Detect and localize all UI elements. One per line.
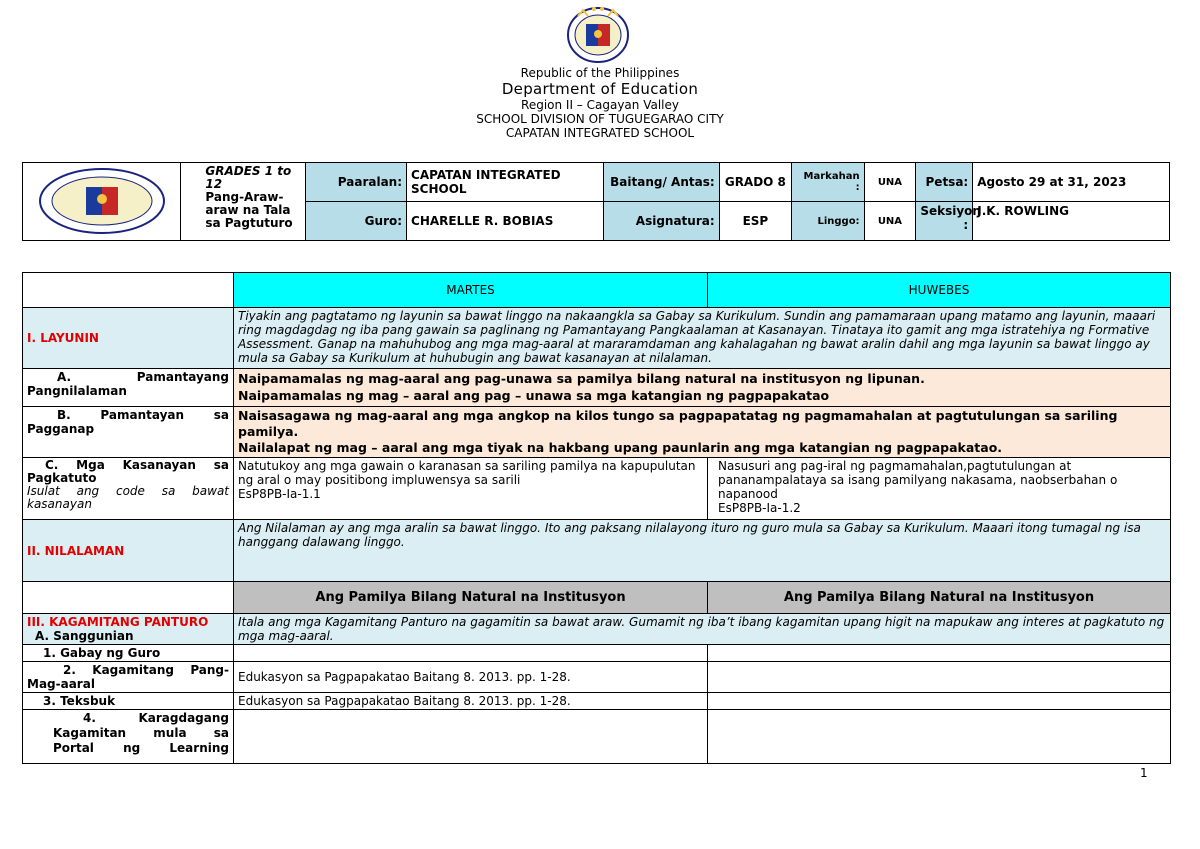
kagamitan2-day1: Edukasyon sa Pagpapakatao Baitang 8. 2013. pp. 1-28. (234, 662, 708, 693)
gabay-day2 (708, 645, 1171, 662)
nilalaman-text: Ang Nilalaman ay ang mga aralin sa bawat linggo. Ito ang paksang nilalayong ituro ng guro mula sa Gabay sa Kurikulum. Maaari itong tumagal ng isa hanggang dalawang linggo. (234, 520, 1171, 582)
kg2-label-c: Pang- (190, 663, 229, 677)
asignatura-value: ESP (719, 202, 791, 241)
pp-label-c: sa (213, 408, 229, 422)
corner-cell (23, 273, 234, 308)
asignatura-label: Asignatura: (603, 202, 719, 241)
ppn-line-2: Naipamamalas ng mag – aaral ang pag – unawa sa mga katangian ng pagpapakatao (238, 388, 830, 403)
pp-line-1: Naisasagawa ng mag-aaral ang mga angkop na kilos tungo sa pagpapatatag ng pagmamahalan at pagtutulungan sa sariling pamilya. (238, 408, 1118, 439)
kd-l2b: mula (153, 726, 187, 740)
topic-label-cell (23, 582, 234, 614)
ks-label-b: Mga (76, 458, 105, 472)
paaralan-label: Paaralan: (305, 163, 406, 202)
day-header-martes: MARTES (234, 273, 708, 308)
region-line: Region II – Cagayan Valley (521, 98, 679, 112)
kd-l2c: sa (213, 726, 229, 740)
gabay-day1 (234, 645, 708, 662)
kd-l2a: Kagamitan (53, 726, 127, 740)
department-line: Department of Education (501, 80, 699, 98)
ppn-label-c: Pangnilalaman (27, 384, 127, 398)
ppn-label-b: Pamantayang (136, 370, 229, 384)
petsa-label: Petsa: (916, 163, 973, 202)
kagamitan-label: III. KAGAMITANG PANTURO (27, 615, 209, 629)
form-name: Pang-Araw-araw na Tala sa Pagtuturo (205, 190, 293, 230)
teksbuk-label: 3. Teksbuk (23, 693, 234, 710)
baitang-label: Baitang/ Antas: (603, 163, 719, 202)
ks-label-c: Kasanayan (122, 458, 196, 472)
topic-day2: Ang Pamilya Bilang Natural na Institusyon (708, 582, 1171, 614)
kg2-label-d: Mag-aaral (27, 677, 95, 691)
deped-logo-icon (32, 165, 172, 235)
kd-l1a: 4. (83, 711, 96, 725)
teksbuk-day2 (708, 693, 1171, 710)
karagdagan-day2 (708, 710, 1171, 764)
deped-seal-logo (558, 4, 638, 64)
layunin-label: I. LAYUNIN (23, 308, 234, 369)
pp-label-b: Pamantayan (100, 408, 185, 422)
form-title-cell (181, 163, 305, 241)
pp-line-2: Nailalapat ng mag – aaral ang mga tiyak na hakbang upang paunlarin ang mga katangian ng pagpapakatao. (238, 440, 1003, 455)
kasanayan-day1-code: EsP8PB-Ia-1.1 (238, 487, 321, 501)
teksbuk-day1: Edukasyon sa Pagpapakatao Baitang 8. 2013. pp. 1-28. (234, 693, 708, 710)
ppn-line-1: Naipamamalas ng mag-aaral ang pag-unawa sa pamilya bilang natural na institusyon ng lipunan. (238, 371, 925, 386)
guro-value: CHARELLE R. BOBIAS (407, 202, 604, 241)
lesson-table (22, 272, 1171, 764)
grades-title: GRADES 1 to 12 (205, 164, 292, 191)
seksiyon-label: Seksiyon : (916, 202, 973, 241)
ppn-label-a: A. (57, 370, 72, 384)
school-line: CAPATAN INTEGRATED SCHOOL (505, 126, 695, 140)
kasanayan-day1-text: Natutukoy ang mga gawain o karanasan sa sariling pamilya na kapupulutan ng aral o may positibong impluwensya sa sarili (238, 459, 696, 487)
pamantayang-pangnilalaman-text (234, 369, 1171, 407)
pamantayang-pangnilalaman-label (23, 369, 234, 407)
paaralan-value: CAPATAN INTEGRATED SCHOOL (407, 163, 604, 202)
karagdagan-day1 (234, 710, 708, 764)
division-line: SCHOOL DIVISION OF TUGUEGARAO CITY (476, 112, 724, 126)
layunin-text: Tiyakin ang pagtatamo ng layunin sa bawat linggo na nakaangkla sa Gabay sa Kurikulum. Sundin ang pamamaraan upang matamo ang layunin, maaari ring magdagdag ng iba pang gawain sa paglinang ng Pamantayang Pangkaalaman at Kasanayan. Tinataya ito gamit ang mga istratehiya ng Formative Assessment. Ganap na mahuhubog ang mga mag-aaral at mararamdaman ang kahalagahan ng bawat aralin dahil ang mga layunin sa bawat linggo ay mula sa Gabay sa Kurikulum at huhubugin ang bawat kasanayan at nilalaman. (234, 308, 1171, 369)
karagdagan-label (23, 710, 234, 764)
ks-sub: Isulat ang code sa bawat kasanayan (27, 484, 229, 511)
linggo-value: UNA (864, 202, 916, 241)
kagamitan-label-cell (23, 614, 234, 645)
kasanayan-day2 (708, 458, 1171, 520)
kd-l3b: ng (123, 741, 141, 755)
kg2-label-b: Kagamitang (92, 663, 174, 677)
republic-line: Republic of the Philippines (520, 66, 680, 80)
school-logo-cell (23, 163, 181, 241)
kasanayan-day2-text: Nasusuri ang pag-iral ng pagmamahalan,pagtutulungan at pananampalataya sa isang pamilyang nakasama, naobserbahan o napanood (718, 459, 1118, 501)
linggo-label: Linggo: (792, 202, 864, 241)
kasanayan-day2-code: EsP8PB-Ia-1.2 (718, 501, 801, 515)
petsa-value: Agosto 29 at 31, 2023 (973, 163, 1170, 202)
pamantayan-pagganap-text (234, 407, 1171, 458)
baitang-value: GRADO 8 (719, 163, 791, 202)
kagamitan-text: Itala ang mga Kagamitang Panturo na gagamitin sa bawat araw. Gumamit ng iba’t ibang kagamitan upang higit na mapukaw ang interes at pagkatuto ng mga mag-aaral. (234, 614, 1171, 645)
gabay-label: 1. Gabay ng Guro (23, 645, 234, 662)
kagamitan2-label (23, 662, 234, 693)
kd-l1b: Karagdagang (138, 711, 229, 725)
nilalaman-label: II. NILALAMAN (23, 520, 234, 582)
pp-label-d: Pagganap (27, 422, 95, 436)
kg2-label-a: 2. (63, 663, 76, 677)
info-table (22, 162, 1170, 241)
seksiyon-value: J.K. ROWLING (973, 202, 1170, 241)
kasanayan-day1 (234, 458, 708, 520)
kd-l3a: Portal (53, 741, 94, 755)
ks-label-d: sa (213, 458, 229, 472)
kd-l3c: Learning (169, 741, 229, 755)
ks-label-a: C. (45, 458, 59, 472)
markahan-label: Markahan : (792, 163, 864, 202)
ks-label-e: Pagkatuto (27, 471, 97, 485)
kasanayan-label (23, 458, 234, 520)
day-header-huwebes: HUWEBES (708, 273, 1171, 308)
topic-day1: Ang Pamilya Bilang Natural na Institusyon (234, 582, 708, 614)
pamantayan-pagganap-label (23, 407, 234, 458)
sanggunian-label: A. Sanggunian (35, 629, 134, 643)
letterhead (300, 66, 900, 140)
kagamitan2-day2 (708, 662, 1171, 693)
page-number: 1 (1140, 766, 1148, 780)
pp-label-a: B. (57, 408, 71, 422)
markahan-value: UNA (864, 163, 916, 202)
guro-label: Guro: (305, 202, 406, 241)
